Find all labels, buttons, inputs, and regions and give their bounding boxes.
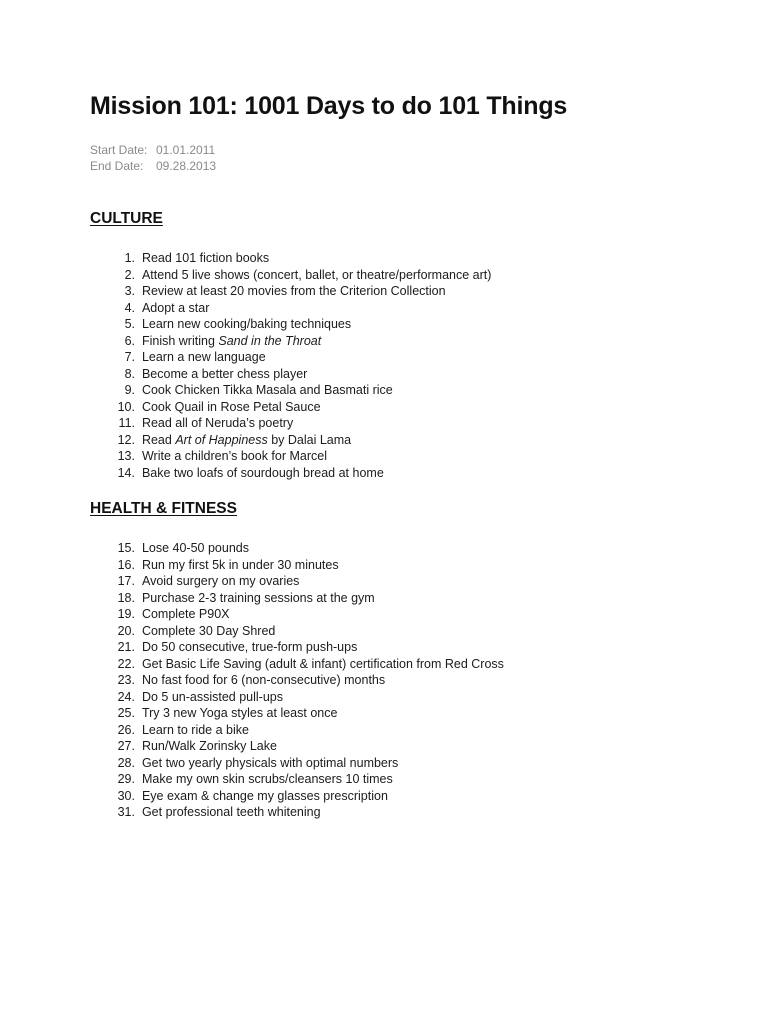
text-fragment: Bake two loafs of sourdough bread at home (141, 465, 384, 480)
list-item-text (142, 640, 357, 654)
list-item-text (142, 416, 293, 430)
text-fragment: Adopt a star (141, 300, 210, 315)
list-item-text (142, 449, 327, 463)
list-item-number: 2. (124, 267, 135, 282)
text-fragment: Cook Quail in Rose Petal Sauce (141, 399, 321, 414)
list-item-text (142, 673, 385, 687)
list-item (105, 656, 504, 673)
list-item (105, 804, 504, 821)
text-fragment: Do 50 consecutive, true-form push-ups (141, 640, 358, 654)
text-fragment: Learn a new language (141, 350, 266, 364)
text-fragment: Learn new cooking/baking techniques (141, 317, 352, 331)
list-item-text (142, 268, 491, 282)
list-item (105, 333, 491, 350)
list-item-text (142, 383, 393, 397)
end-date-row (90, 158, 216, 174)
list-item (105, 738, 504, 755)
list-item-text (142, 251, 269, 265)
list-item-text (142, 657, 504, 671)
list-item-text (142, 317, 351, 331)
list-item-number: 4. (124, 300, 135, 315)
text-fragment: Complete P90X (141, 607, 230, 621)
list-item (105, 382, 491, 399)
text-fragment: Read (141, 432, 176, 447)
end-date-value: 09.28.2013 (156, 159, 217, 173)
list-item-number: 28. (117, 755, 135, 770)
list-item-text (142, 350, 266, 364)
text-fragment: Learn to ride a bike (141, 722, 249, 737)
list-item-text (142, 690, 283, 704)
list-item-number: 3. (124, 284, 135, 298)
list-item-number: 5. (124, 317, 135, 331)
list-item-number: 18. (117, 590, 135, 605)
list-item-number: 30. (117, 788, 135, 803)
date-block (90, 142, 216, 174)
text-fragment: Write a children’s book for Marcel (141, 449, 327, 463)
list-item-number: 9. (124, 383, 135, 397)
list-item-number: 17. (117, 574, 135, 588)
list-item-number: 11. (118, 416, 135, 430)
text-fragment: Cook Chicken Tikka Masala and Basmati rice (141, 383, 393, 397)
list-item-text (142, 772, 393, 786)
list-item-text (142, 433, 351, 447)
list-item (105, 672, 504, 689)
list-item-text (142, 723, 249, 737)
text-fragment: Purchase 2-3 training sessions at the gym (141, 590, 375, 605)
list-item (105, 606, 504, 623)
list-item (105, 283, 491, 300)
list-item-text (142, 789, 388, 803)
text-fragment: Lose 40-50 pounds (141, 541, 249, 555)
text-fragment: Finish writing (141, 333, 219, 348)
section-heading-health-fitness: HEALTH & FITNESS (90, 500, 237, 517)
text-fragment: Eye exam & change my glasses prescription (141, 788, 388, 803)
text-fragment: by Dalai Lama (267, 432, 352, 447)
list-item (105, 755, 504, 772)
italic-title: Sand in the Throat (218, 333, 322, 348)
text-fragment: Try 3 new Yoga styles at least once (141, 706, 338, 720)
list-item-text (142, 805, 321, 819)
list-item (105, 722, 504, 739)
list-item-number: 15. (117, 541, 135, 555)
list-item-text (142, 624, 275, 638)
text-fragment: Read 101 fiction books (141, 251, 270, 265)
list-item-number: 21. (117, 640, 135, 654)
end-date-label: End Date: (90, 159, 144, 173)
list-item-text (142, 400, 321, 414)
text-fragment: Do 5 un-assisted pull-ups (141, 689, 283, 704)
list-item-text (142, 591, 375, 605)
text-fragment: Get two yearly physicals with optimal numbers (141, 755, 399, 770)
text-fragment: Get Basic Life Saving (adult & infant) certification from Red Cross (141, 656, 504, 671)
list-item-text (142, 607, 230, 621)
start-date-row (90, 142, 216, 158)
list-item (105, 540, 504, 557)
list-item-number: 10. (117, 399, 135, 414)
list-item (105, 399, 491, 416)
list-item (105, 366, 491, 383)
list-item-number: 20. (117, 623, 135, 638)
list-item (105, 300, 491, 317)
text-fragment: Become a better chess player (141, 366, 308, 381)
list-item-text (142, 284, 446, 298)
list-item (105, 448, 491, 465)
list-item (105, 705, 504, 722)
list-item (105, 349, 491, 366)
list-item-text (142, 574, 299, 588)
list-item-number: 16. (117, 557, 135, 572)
list-item-number: 1. (124, 251, 135, 265)
list-item-number: 22. (117, 656, 135, 671)
list-item (105, 267, 491, 284)
list-item-text (142, 756, 398, 770)
section-heading-culture: CULTURE (90, 210, 163, 227)
list-item-number: 13. (117, 449, 135, 463)
list-item-text (142, 334, 321, 348)
list-item (105, 771, 504, 788)
list-item (105, 250, 491, 267)
list-item-text (142, 301, 209, 315)
text-fragment: Attend 5 live shows (concert, ballet, or theatre/performance art) (141, 267, 492, 282)
italic-title: Art of Happiness (175, 432, 268, 447)
list-item (105, 639, 504, 656)
list-item (105, 623, 504, 640)
list-item-number: 24. (117, 689, 135, 704)
text-fragment: Avoid surgery on my ovaries (141, 574, 300, 588)
health-fitness-list (105, 540, 504, 821)
list-item-number: 7. (124, 350, 135, 364)
list-item-text (142, 541, 249, 555)
list-item-number: 19. (117, 607, 135, 621)
text-fragment: Review at least 20 movies from the Criterion Collection (141, 284, 446, 298)
text-fragment: Make my own skin scrubs/cleansers 10 times (141, 772, 393, 786)
page-title: Mission 101: 1001 Days to do 101 Things (90, 92, 568, 120)
list-item (105, 415, 491, 432)
list-item (105, 590, 504, 607)
list-item (105, 465, 491, 482)
culture-list (105, 250, 491, 481)
start-date-value: 01.01.2011 (156, 143, 216, 157)
list-item-text (142, 367, 307, 381)
list-item (105, 573, 504, 590)
list-item (105, 788, 504, 805)
text-fragment: Run my first 5k in under 30 minutes (141, 557, 339, 572)
list-item-text (142, 739, 277, 753)
list-item (105, 557, 504, 574)
start-date-label: Start Date: (90, 143, 148, 157)
list-item-number: 6. (124, 333, 135, 348)
list-item (105, 316, 491, 333)
text-fragment: Complete 30 Day Shred (141, 623, 276, 638)
text-fragment: Read all of Neruda’s poetry (141, 416, 294, 430)
list-item-number: 14. (117, 465, 135, 480)
list-item-number: 29. (117, 772, 135, 786)
list-item-number: 12. (117, 432, 135, 447)
list-item-number: 27. (117, 739, 135, 753)
list-item-number: 26. (117, 722, 135, 737)
list-item-text (142, 706, 337, 720)
list-item-number: 25. (117, 706, 135, 720)
text-fragment: Run/Walk Zorinsky Lake (141, 739, 277, 753)
text-fragment: Get professional teeth whitening (141, 805, 321, 819)
list-item (105, 689, 504, 706)
text-fragment: No fast food for 6 (non-consecutive) months (141, 673, 386, 687)
list-item-number: 23. (117, 673, 135, 687)
list-item-number: 8. (124, 366, 135, 381)
list-item-text (142, 558, 339, 572)
list-item-text (142, 466, 384, 480)
list-item-number: 31. (117, 805, 135, 819)
list-item (105, 432, 491, 449)
